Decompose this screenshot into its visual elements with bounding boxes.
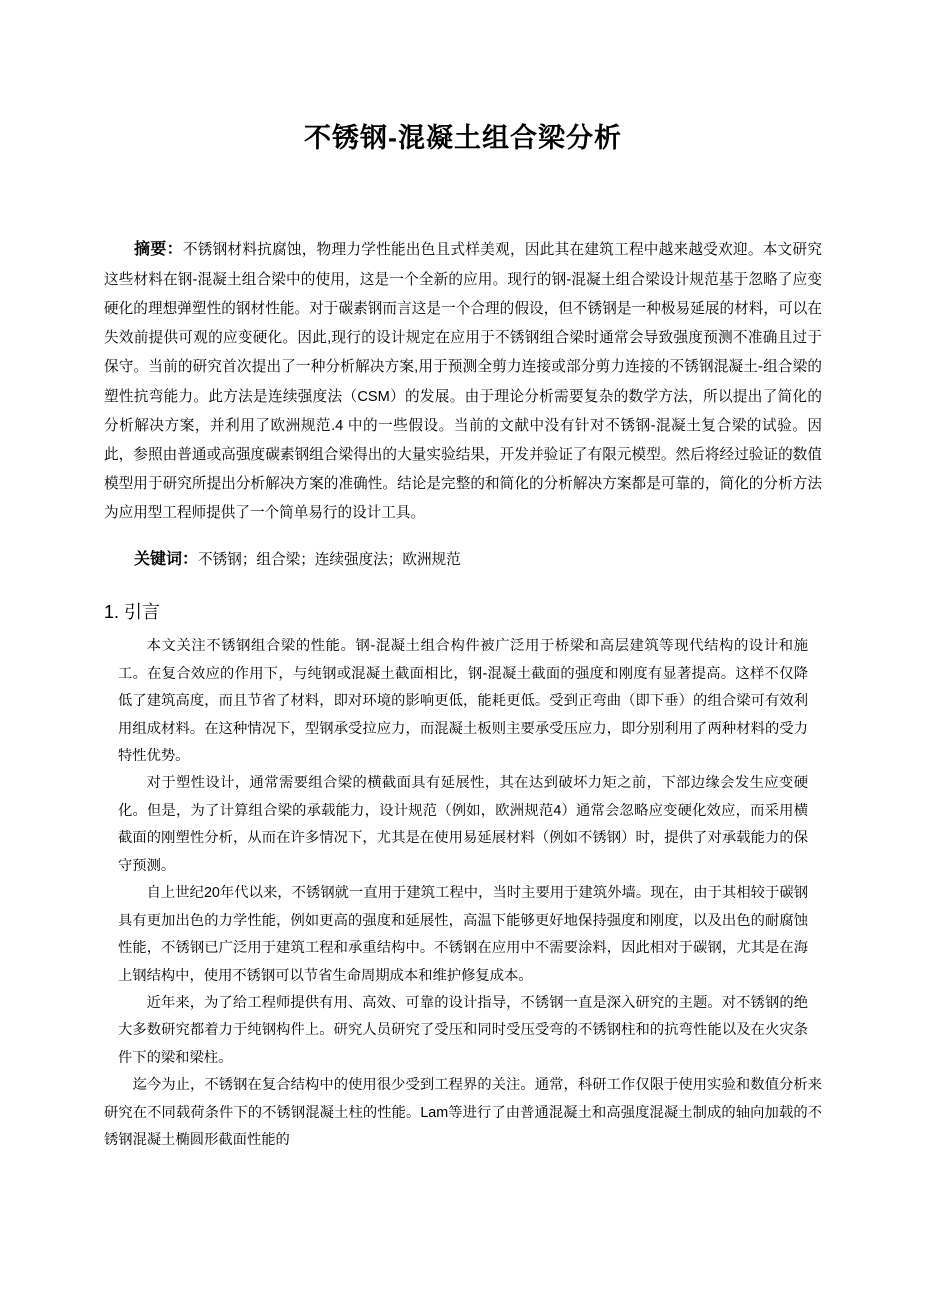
page-title: 不锈钢-混凝土组合梁分析	[304, 123, 622, 153]
body-paragraph-5: 迄今为止，不锈钢在复合结构中的使用很少受到工程界的关注。通常，科研工作仅限于使用实验和数值分析来研究在不同载荷条件下的不锈钢混凝土柱的性能。Lam等进行了由普通混凝土和高强度混凝土制成的轴向加载的不锈钢混凝土椭圆形截面性能的	[104, 1077, 822, 1149]
keywords-line	[104, 544, 822, 576]
keywords-label: 关键词	[134, 551, 183, 569]
body-paragraph-3: 自上世纪20年代以来，不锈钢就一直用于建筑工程中，当时主要用于建筑外墙。现在，由于其相较于碳钢具有更加出色的力学性能，例如更高的强度和延展性，高温下能够更好地保持强度和刚度，以及出色的耐腐蚀性能，不锈钢已广泛用于建筑工程和承重结构中。不锈钢在应用中不需要涂料，因此相对于碳钢，尤其是在海上钢结构中，使用不锈钢可以节省生命周期成本和维护修复成本。	[118, 885, 808, 984]
body-paragraph-4: 近年来，为了给工程师提供有用、高效、可靠的设计指导，不锈钢一直是深入研究的主题。对不锈钢的绝大多数研究都着力于纯钢构件上。研究人员研究了受压和同时受压受弯的不锈钢柱和的抗弯性能以及在火灾条件下的梁和梁柱。	[118, 994, 808, 1066]
body-paragraph-1: 本文关注不锈钢组合梁的性能。钢-混凝土组合构件被广泛用于桥梁和高层建筑等现代结构的设计和施工。在复合效应的作用下，与纯钢或混凝土截面相比，钢-混凝土截面的强度和刚度有显著提高。这样不仅降低了建筑高度，而且节省了材料，即对环境的影响更低，能耗更低。受到正弯曲（即下垂）的组合梁可有效利用组成材料。在这种情况下，型钢承受拉应力，而混凝土板则主要承受压应力，即分别利用了两种材料的受力特性优势。	[118, 638, 808, 765]
abstract-separator: ：	[166, 240, 183, 258]
abstract-paragraph	[104, 234, 822, 529]
abstract-text: 不锈钢材料抗腐蚀，物理力学性能出色且式样美观，因此其在建筑工程中越来越受欢迎。本文研究这些材料在钢-混凝土组合梁中的使用，这是一个全新的应用。现行的钢-混凝土组合梁设计规范基于忽略了应变硬化的理想弹塑性的钢材性能。对于碳素钢而言这是一个合理的假设，但不锈钢是一种极易延展的材料，可以在失效前提供可观的应变硬化。因此,现行的设计规定在应用于不锈钢组合梁时通常会导致强度预测不准确且过于保守。当前的研究首次提出了一种分析解决方案,用于预测全剪力连接或部分剪力连接的不锈钢混凝土-组合梁的塑性抗弯能力。此方法是连续强度法（CSM）的发展。由于理论分析需要复杂的数学方法，所以提出了简化的分析解决方案，并利用了欧洲规范.4 中的一些假设。当前的文献中没有针对不锈钢-混凝土复合梁的试验。因此，参照由普通或高强度碳素钢组合梁得出的大量实验结果，开发并验证了有限元模型。然后将经过验证的数值模型用于研究所提出分析解决方案的准确性。结论是完整的和简化的分析解决方案都是可靠的，简化的分析方法为应用型工程师提供了一个简单易行的设计工具。	[104, 241, 822, 522]
keywords-separator: ：	[182, 551, 199, 569]
abstract-block	[104, 234, 822, 529]
body-paragraph-2: 对于塑性设计，通常需要组合梁的横截面具有延展性，其在达到破坏力矩之前，下部边缘会发生应变硬化。但是，为了计算组合梁的承载能力，设计规范（例如，欧洲规范4）通常会忽略应变硬化效应，而采用横截面的刚塑性分析，从而在许多情况下，尤其是在使用易延展材料（例如不锈钢）时，提供了对承载能力的保守预测。	[118, 775, 808, 874]
abstract-label: 摘要	[134, 240, 167, 258]
section-heading-introduction: 1. 引言	[104, 602, 161, 623]
keywords-text: 不锈钢；组合梁；连续强度法；欧洲规范	[198, 552, 461, 569]
